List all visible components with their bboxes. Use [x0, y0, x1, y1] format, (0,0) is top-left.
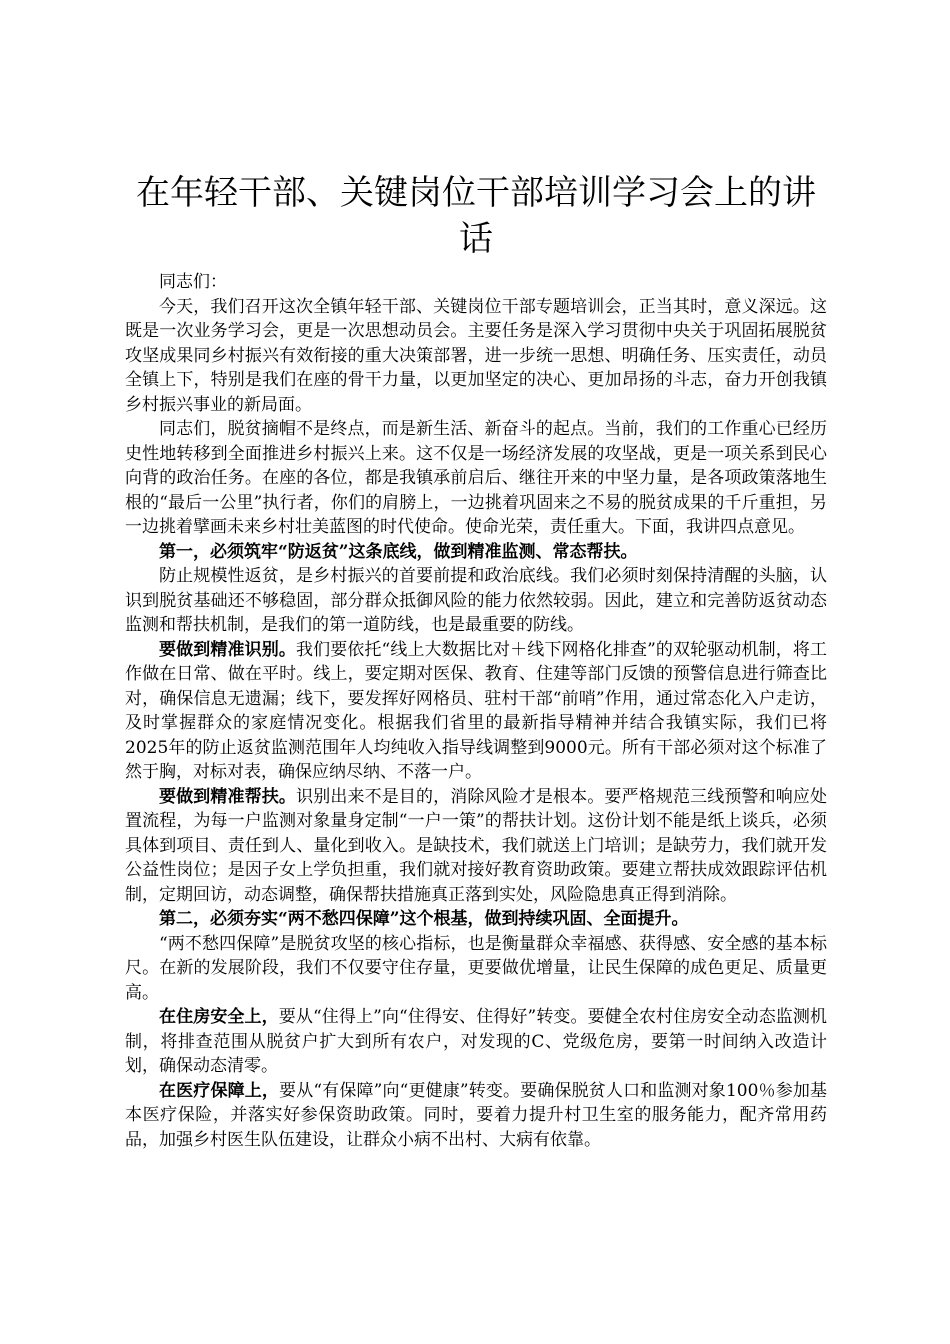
paragraph-housing	[125, 1005, 827, 1079]
paragraph-second-intro: “两不愁四保障”是脱贫攻坚的核心指标，也是衡量群众幸福感、获得感、安全感的基本标尺。在新的发展阶段，我们不仅要守住存量，更要做优增量，让民生保障的成色更足、质量更高。	[125, 933, 827, 1003]
lead-housing: 在住房安全上，	[159, 1007, 279, 1027]
section-heading-first: 第一，必须筑牢“防返贫”这条底线，做到精准监测、常态帮扶。	[159, 541, 638, 562]
salutation: 同志们：	[159, 272, 227, 292]
paragraph-precise-identification	[125, 638, 827, 785]
paragraph-context: 同志们，脱贫摘帽不是终点，而是新生活、新奋斗的起点。当前，我们的工作重心已经历史性地转移到全面推进乡村振兴上来。这不仅是一场经济发展的攻坚战，更是一项关系到民心向背的政治任务。在座的各位，都是我镇承前启后、继往开来的中坚力量，是各项政策落地生根的“最后一公里”执行者，你们的肩膀上，一边挑着巩固来之不易的脱贫成果的千斤重担，另一边挑着擘画未来乡村壮美蓝图的时代使命。使命光荣，责任重大。下面，我讲四点意见。	[125, 419, 827, 537]
paragraph-precise-assistance	[125, 785, 827, 908]
lead-medical: 在医疗保障上，	[159, 1080, 280, 1101]
paragraph-first-intro: 防止规模性返贫，是乡村振兴的首要前提和政治底线。我们必须时刻保持清醒的头脑，认识到脱贫基础还不够稳固，部分群众抵御风险的能力依然较弱。因此，建立和完善防返贫动态监测和帮扶机制，是我们的第一道防线，也是最重要的防线。	[125, 566, 827, 635]
section-heading-second: 第二，必须夯实“两不愁四保障”这个根基，做到持续巩固、全面提升。	[159, 909, 689, 929]
lead-precise-assistance: 要做到精准帮扶。	[159, 786, 297, 807]
body-precise-assistance: 识别出来不是目的，消除风险才是根本。要严格规范三线预警和响应处置流程，为每一户监测对象量身定制“一户一策”的帮扶计划。这份计划不能是纸上谈兵，必须具体到项目、责任到人、量化到收入。是缺技术，我们就送上门培训；是缺劳力，我们就开发公益性岗位；是因子女上学负担重，我们就对接好教育资助政策。要建立帮扶成效跟踪评估机制，定期回访，动态调整，确保帮扶措施真正落到实处，风险隐患真正得到消除。	[125, 786, 828, 905]
lead-precise-identification: 要做到精准识别。	[159, 639, 296, 660]
paragraph-opening: 今天，我们召开这次全镇年轻干部、关键岗位干部专题培训会，正当其时，意义深远。这既是一次业务学习会，更是一次思想动员会。主要任务是深入学习贯彻中央关于巩固拓展脱贫攻坚成果同乡村振兴有效衔接的重大决策部署，进一步统一思想、明确任务、压实责任，动员全镇上下，特别是我们在座的骨干力量，以更加坚定的决心、更加昂扬的斗志，奋力开创我镇乡村振兴事业的新局面。	[125, 296, 827, 415]
body-precise-identification: 我们要依托“线上大数据比对＋线下网格化排查”的双轮驱动机制，将工作做在日常、做在平时。线上，要定期对医保、教育、住建等部门反馈的预警信息进行筛查比对，确保信息无遗漏；线下，要发挥好网格员、驻村干部“前哨”作用，通过常态化入户走访，及时掌握群众的家庭情况变化。根据我们省里的最新指导精神并结合我镇实际，我们已将2025年的防止返贫监测范围年人均纯收入指导线调整到9000元。所有干部必须对这个标准了然于胸，对标对表，确保应纳尽纳、不落一户。	[125, 639, 827, 782]
paragraph-medical	[125, 1079, 827, 1153]
body-medical: 要从“有保障”向“更健康”转变。要确保脱贫人口和监测对象100％参加基本医疗保险，并落实好参保资助政策。同时，要着力提升村卫生室的服务能力，配齐常用药品，加强乡村医生队伍建设，让群众小病不出村、大病有依靠。	[125, 1080, 828, 1150]
body-housing: 要从“住得上”向“住得安、住得好”转变。要健全农村住房安全动态监测机制，将排查范围从脱贫户扩大到所有农户，对发现的C、党级危房，要第一时间纳入改造计划，确保动态清零。	[125, 1007, 828, 1076]
document-title: 在年轻干部、关键岗位干部培训学习会上的讲话	[136, 173, 816, 259]
document-page	[125, 170, 827, 1152]
